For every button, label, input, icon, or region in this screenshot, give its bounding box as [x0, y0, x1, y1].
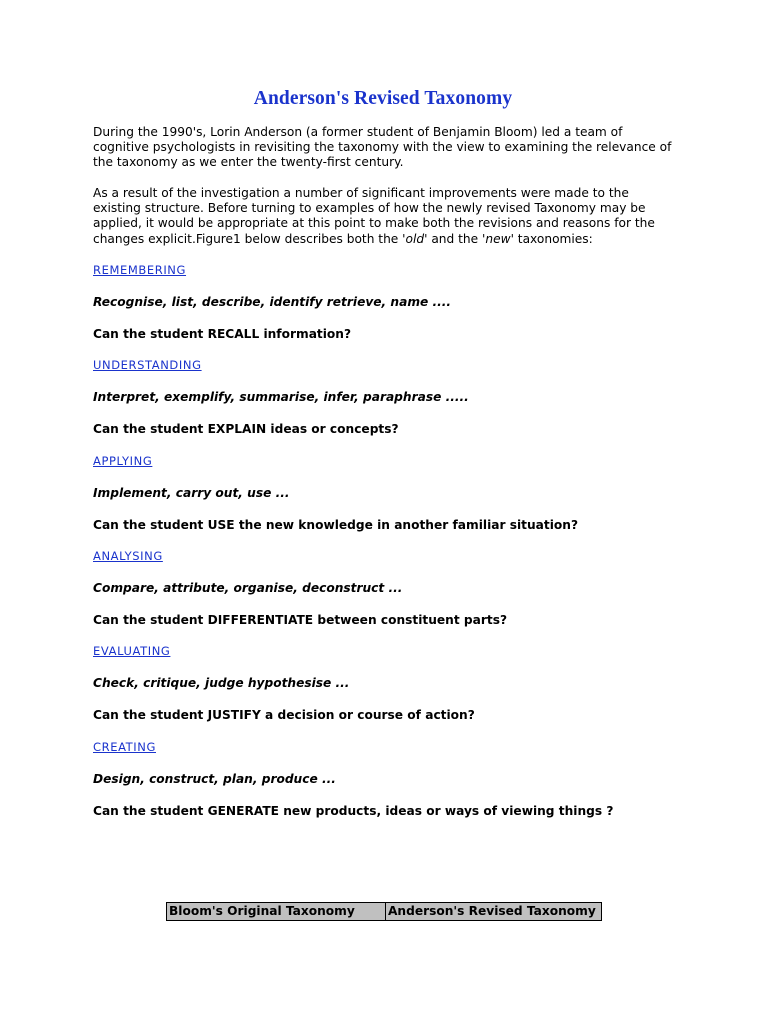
intro-paragraph-2-end: ' taxonomies:	[510, 231, 593, 246]
understanding-verbs: Interpret, exemplify, summarise, infer, paraphrase .....	[93, 390, 469, 404]
intro-paragraph-2	[93, 186, 673, 247]
intro-new-word: new	[485, 231, 511, 246]
creating-link[interactable]: CREATING	[93, 740, 156, 754]
section-analysing	[93, 549, 673, 627]
applying-question: Can the student USE the new knowledge in another familiar situation?	[93, 518, 579, 532]
evaluating-verbs: Check, critique, judge hypothesise ...	[93, 676, 350, 690]
section-creating	[93, 740, 673, 818]
section-understanding	[93, 358, 673, 436]
section-applying	[93, 454, 673, 532]
evaluating-question: Can the student JUSTIFY a decision or course of action?	[93, 708, 475, 722]
creating-question: Can the student GENERATE new products, ideas or ways of viewing things ?	[93, 804, 614, 818]
understanding-link[interactable]: UNDERSTANDING	[93, 358, 202, 372]
section-remembering	[93, 263, 673, 341]
creating-verbs: Design, construct, plan, produce ...	[93, 772, 336, 786]
intro-old-word: old	[405, 231, 425, 246]
intro-paragraph-2-mid: ' and the '	[424, 231, 486, 246]
intro-paragraph-1: During the 1990's, Lorin Anderson (a former student of Benjamin Bloom) led a team of cognitive psychologists in revisiting the taxonomy with the view to examining the relevance of the taxonomy as we enter the twenty-first century.	[93, 125, 672, 170]
page-title: Anderson's Revised Taxonomy	[253, 88, 513, 109]
applying-verbs: Implement, carry out, use ...	[93, 486, 290, 500]
table-row	[167, 903, 602, 921]
intro-paragraph-2-start: As a result of the investigation a number of significant improvements were made to the existing structure. Before turning to examples of how the newly revised Taxonomy may be applied, it would be appropriate at this point to make both the revisions and reasons for the changes explicit.Figure1 below describes both the '	[93, 186, 655, 246]
table-header-andersons: Anderson's Revised Taxonomy	[386, 903, 602, 921]
analysing-question: Can the student DIFFERENTIATE between constituent parts?	[93, 613, 508, 627]
remembering-verbs: Recognise, list, describe, identify retrieve, name ....	[93, 295, 452, 309]
table-header-blooms: Bloom's Original Taxonomy	[167, 903, 386, 921]
remembering-link[interactable]: REMEMBERING	[93, 263, 187, 277]
section-evaluating	[93, 644, 673, 722]
analysing-verbs: Compare, attribute, organise, deconstruct ...	[93, 581, 403, 595]
evaluating-link[interactable]: EVALUATING	[93, 644, 171, 658]
taxonomy-table	[166, 902, 602, 921]
analysing-link[interactable]: ANALYSING	[93, 549, 163, 563]
remembering-question: Can the student RECALL information?	[93, 327, 352, 341]
applying-link[interactable]: APPLYING	[93, 454, 153, 468]
understanding-question: Can the student EXPLAIN ideas or concepts?	[93, 422, 399, 436]
